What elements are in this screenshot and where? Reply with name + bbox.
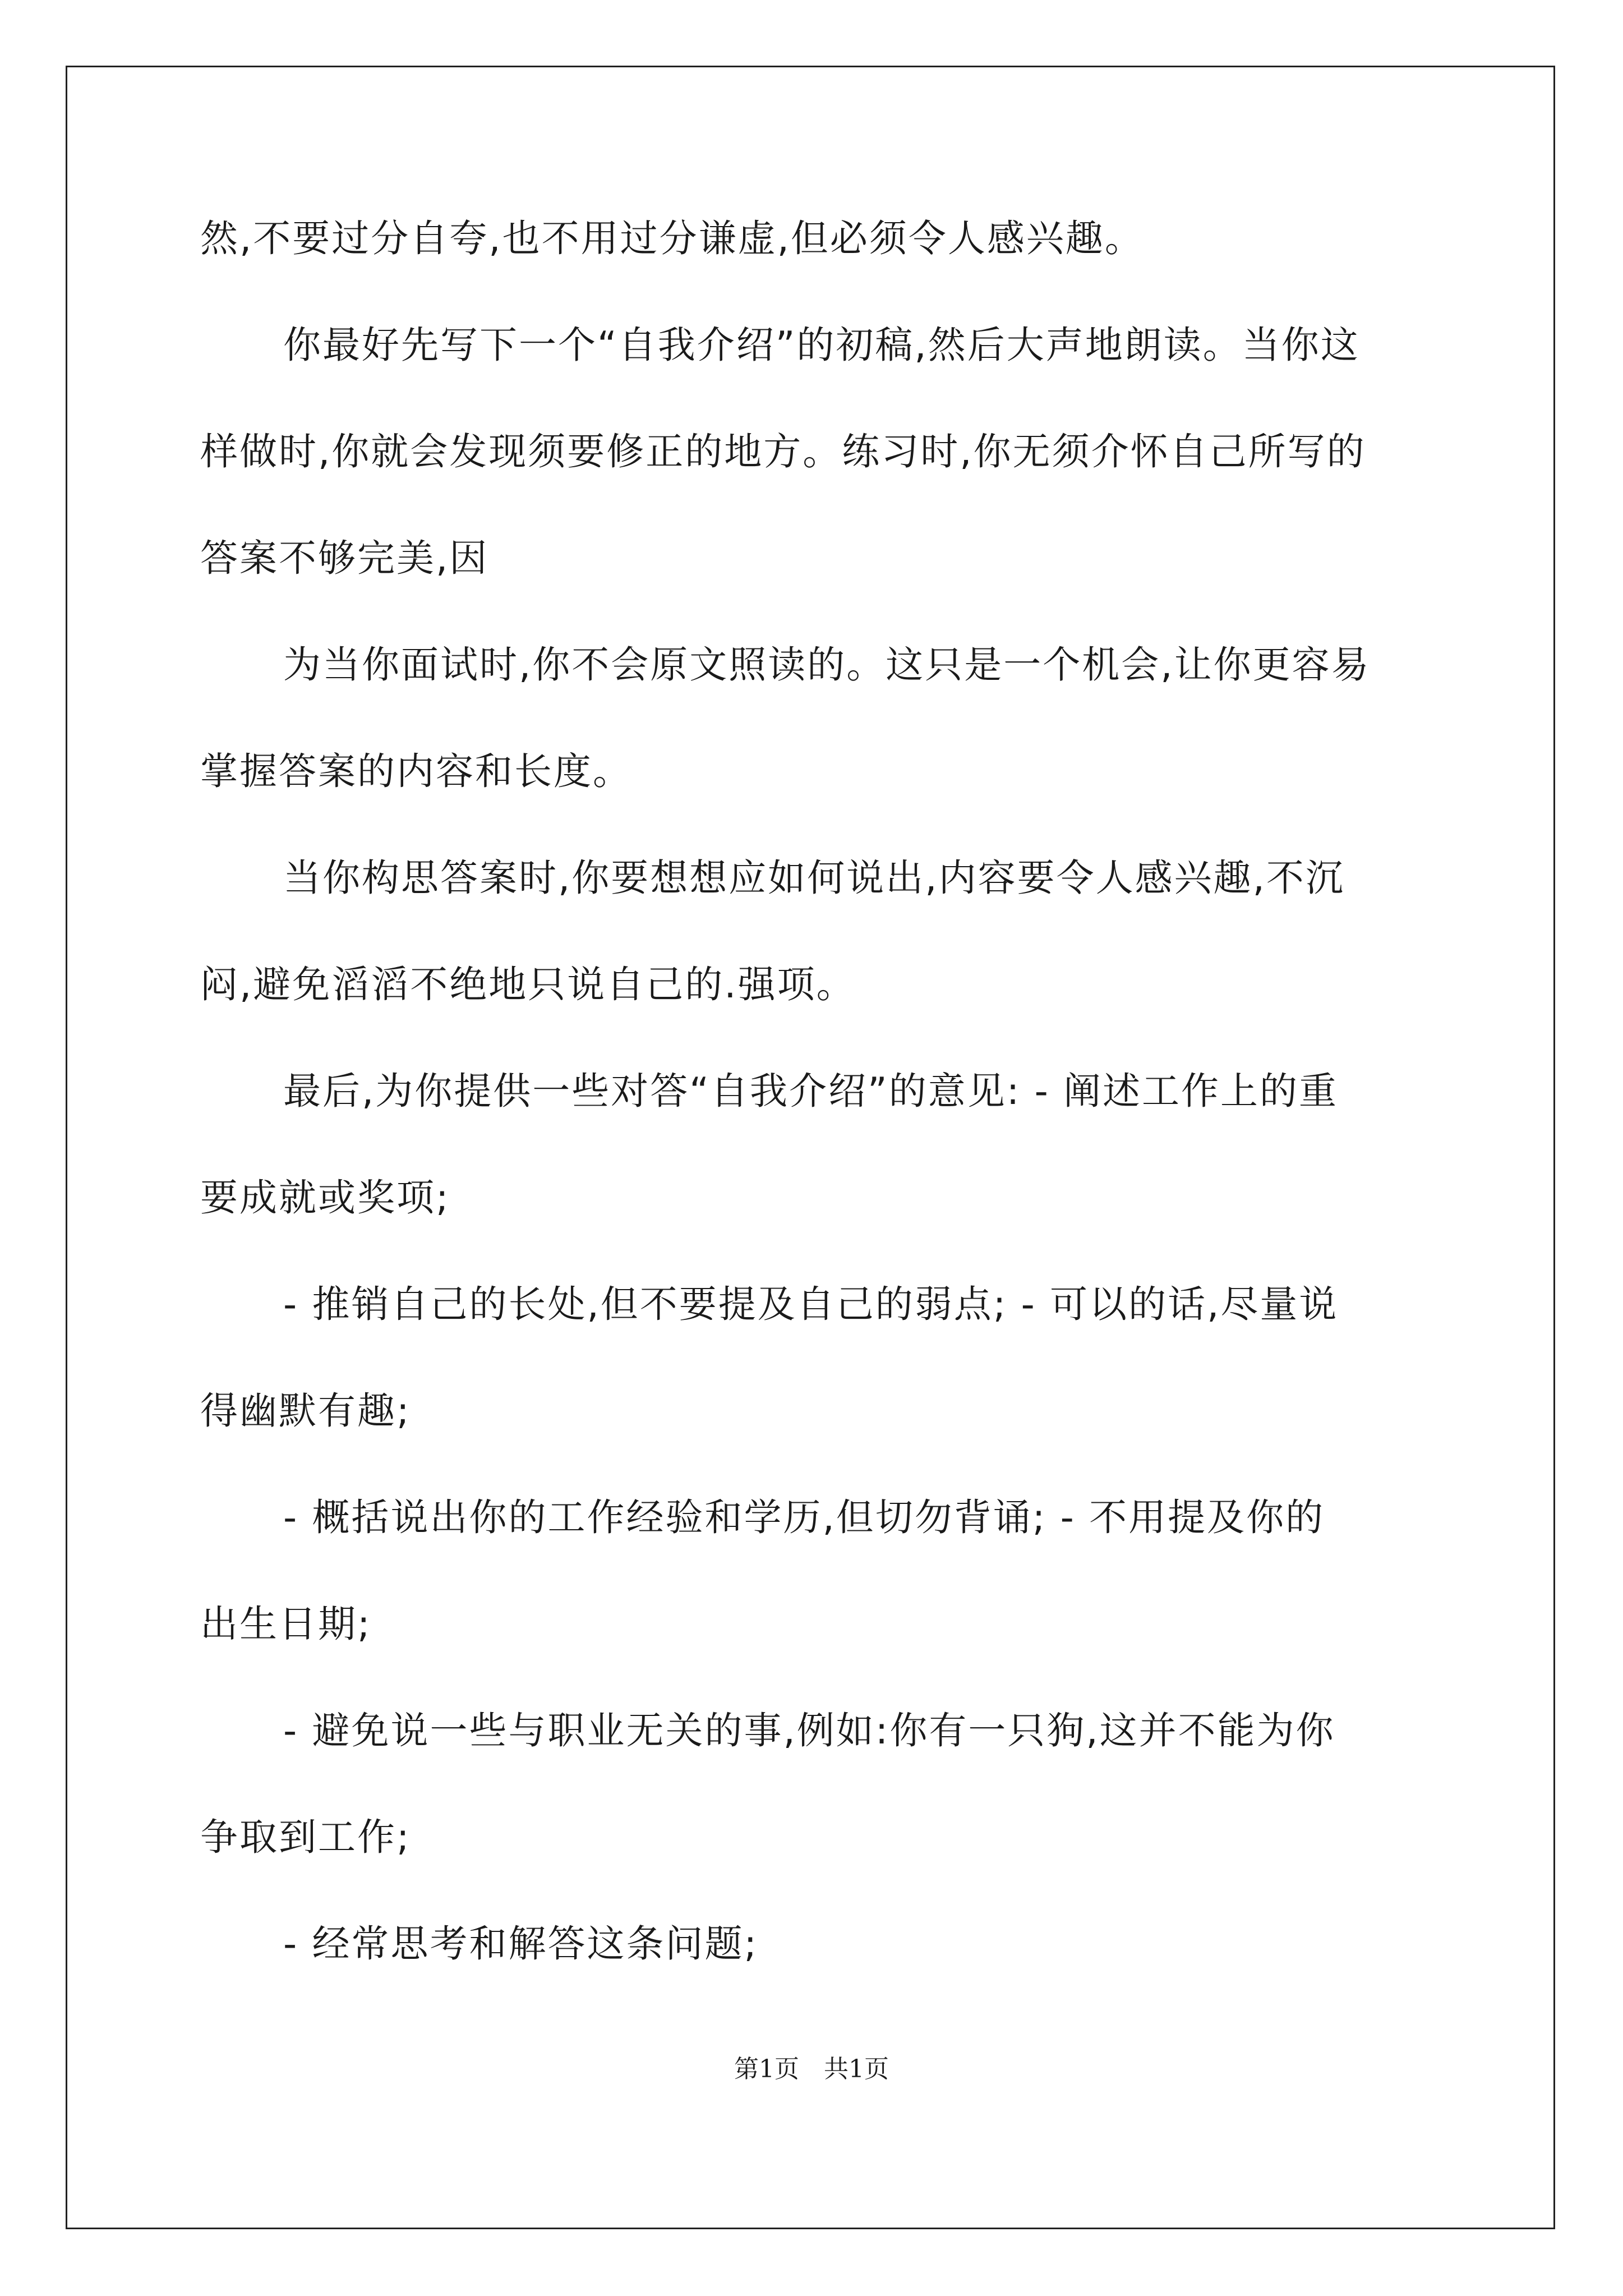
text-line: 样做时,你就会发现须要修正的地方。练习时,你无须介怀自己所写的 bbox=[200, 430, 1366, 473]
text-line: 闷,避免滔滔不绝地只说自己的.强项。 bbox=[200, 963, 856, 1006]
text-line: 为当你面试时,你不会原文照读的。这只是一个机会,让你更容易 bbox=[283, 643, 1371, 687]
page-total: 共1页 bbox=[824, 2055, 889, 2083]
text-line: 掌握答案的内容和长度。 bbox=[200, 749, 632, 793]
text-line: - 推销自己的长处,但不要提及自己的弱点; - 可以的话,尽量说 bbox=[283, 1282, 1339, 1326]
text-line: - 经常思考和解答这条问题; bbox=[283, 1922, 759, 1966]
text-line: 然,不要过分自夸,也不用过分谦虚,但必须令人感兴趣。 bbox=[200, 217, 1144, 260]
text-line: 要成就或奖项; bbox=[200, 1176, 450, 1220]
text-line: 出生日期; bbox=[200, 1602, 372, 1646]
text-line: 最后,为你提供一些对答“自我介绍”的意见: - 阐述工作上的重 bbox=[283, 1069, 1339, 1113]
text-line: 争取到工作; bbox=[200, 1815, 411, 1859]
page-number: 第1页 bbox=[734, 2055, 799, 2083]
text-line: - 避免说一些与职业无关的事,例如:你有一只狗,这并不能为你 bbox=[283, 1709, 1335, 1752]
text-line: 当你构思答案时,你要想想应如何说出,内容要令人感兴趣,不沉 bbox=[283, 856, 1345, 900]
text-line: 得幽默有趣; bbox=[200, 1389, 411, 1433]
page-footer bbox=[0, 2049, 1623, 2085]
page-border bbox=[66, 66, 1555, 2229]
text-line: 答案不够完美,因 bbox=[200, 536, 489, 580]
text-line: 你最好先写下一个“自我介绍”的初稿,然后大声地朗读。当你这 bbox=[283, 323, 1360, 367]
text-line: - 概括说出你的工作经验和学历,但切勿背诵; - 不用提及你的 bbox=[283, 1496, 1325, 1539]
